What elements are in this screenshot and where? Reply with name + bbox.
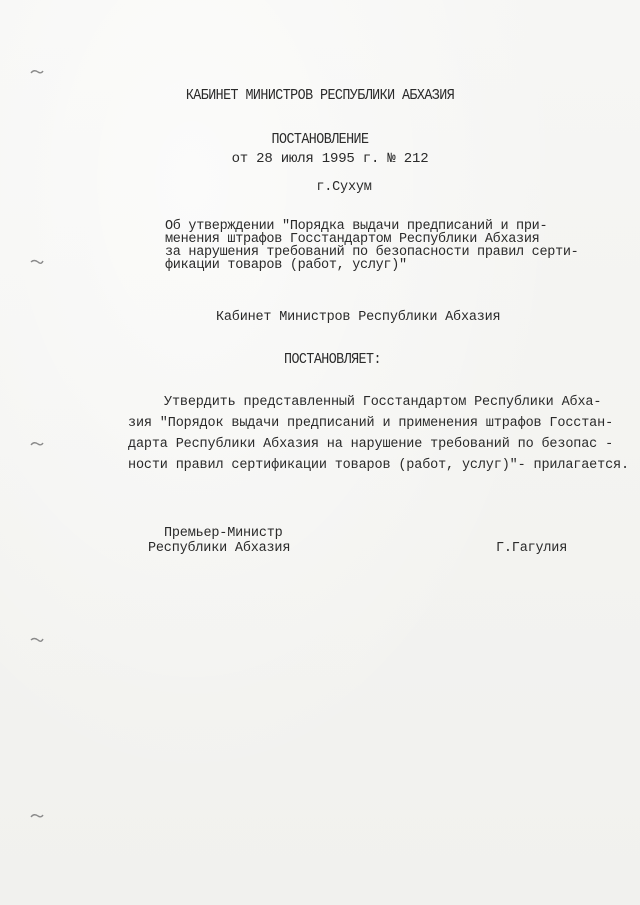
- document-city: г.Сухум: [316, 180, 372, 195]
- body-line: зия "Порядок выдачи предписаний и применения штрафов Госстан-: [128, 416, 614, 431]
- subject-line: фикации товаров (работ, услуг)": [165, 258, 407, 273]
- binding-mark-icon: [30, 812, 44, 820]
- subject-line: Об утверждении "Порядка выдачи предписаний и при-: [165, 219, 548, 234]
- body-line: дарта Республики Абхазия на нарушение требований по безопас -: [128, 437, 614, 452]
- resolves-heading: ПОСТАНОВЛЯЕТ:: [284, 352, 381, 368]
- signature-title-line2: Республики Абхазия: [148, 541, 291, 556]
- signature-title-line1: Премьер-Министр: [164, 526, 283, 541]
- subject-line: за нарушения требований по безопасности правил серти-: [165, 245, 579, 260]
- signature-name: Г.Гагулия: [496, 541, 568, 556]
- binding-mark-icon: [30, 440, 44, 448]
- subject-line: менения штрафов Госстандартом Республики Абхазия: [165, 232, 540, 247]
- binding-mark-icon: [30, 636, 44, 644]
- document-header: КАБИНЕТ МИНИСТРОВ РЕСПУБЛИКИ АБХАЗИЯ: [185, 88, 455, 104]
- issuer-line: Кабинет Министров Республики Абхазия: [216, 310, 501, 325]
- document-type: ПОСТАНОВЛЕНИЕ: [271, 132, 369, 148]
- binding-mark-icon: [30, 258, 44, 266]
- document-date-number: от 28 июля 1995 г. № 212: [231, 151, 429, 167]
- body-line: Утвердить представленный Госстандартом Республики Абха-: [164, 395, 602, 410]
- body-line: ности правил сертификации товаров (работ, услуг)"- прилагается.: [128, 458, 629, 473]
- binding-mark-icon: [30, 68, 44, 76]
